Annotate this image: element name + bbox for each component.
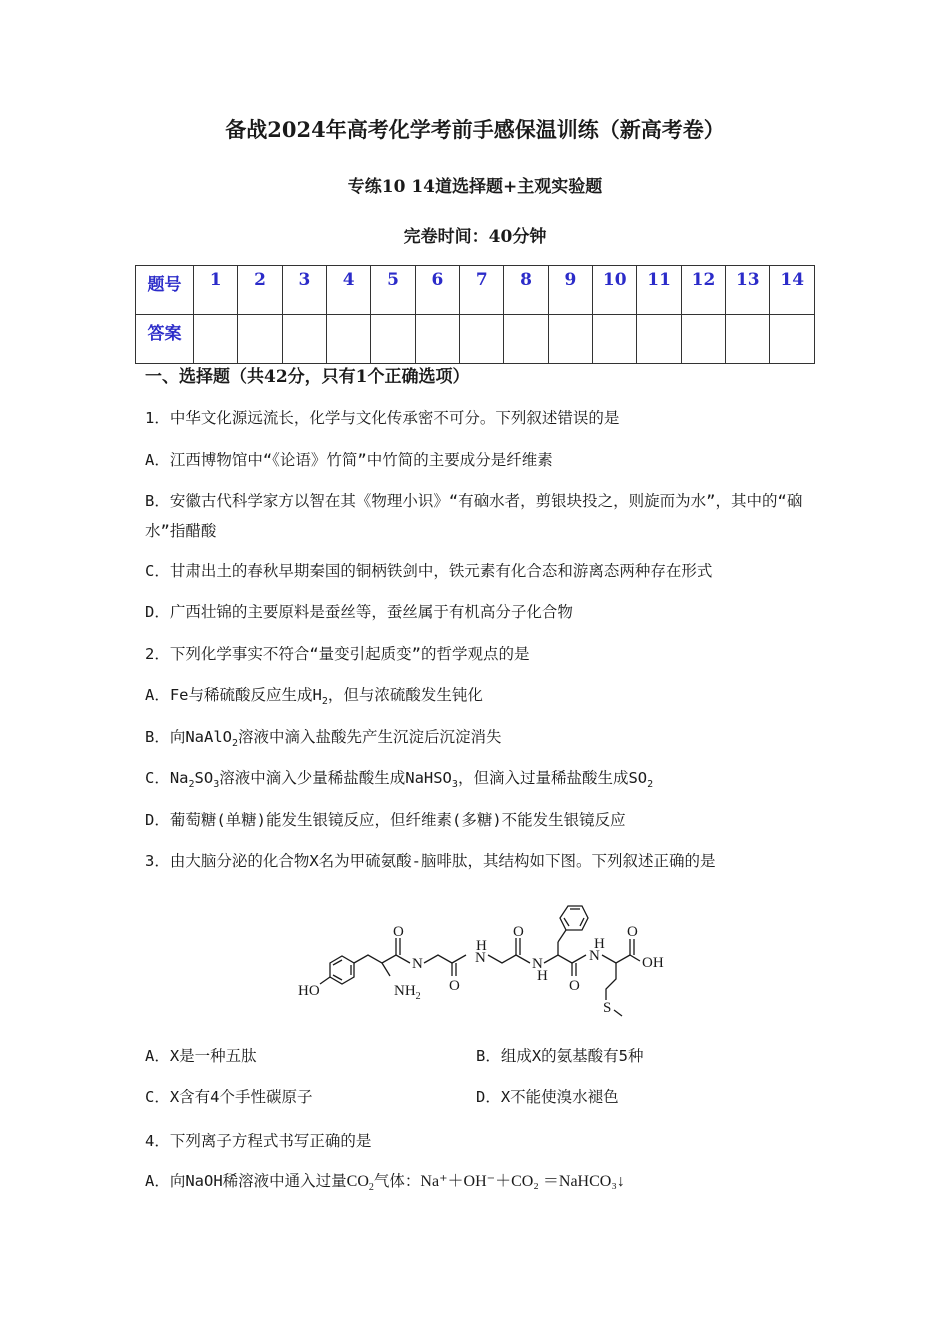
document-title: 备战2024年高考化学考前手感保温训练（新高考卷） (225, 117, 725, 142)
q4-option-a: A．向NaOH稀溶液中通入过量$CO_2$气体：Na⁺＋OH⁻＋CO₂ ＝NaHCO₃↓ (145, 1172, 625, 1194)
answer-cell[interactable] (415, 315, 459, 364)
question-number-cell: 3 (282, 266, 326, 315)
q2-option-a: A．Fe与稀硫酸反应生成$H_2$，但与浓硫酸发生钝化 (145, 686, 483, 708)
hydroxyl-label: OH (642, 955, 664, 971)
question-number-cell: 4 (327, 266, 371, 315)
q3-option-a: A．X是一种五肽 (145, 1047, 257, 1065)
oxygen-label: O (569, 978, 580, 994)
question-number-cell: 1 (194, 266, 238, 315)
q3-stem: 3．由大脑分泌的化合物X名为甲硫氨酸-脑啡肽，其结构如下图。下列叙述正确的是 (145, 852, 716, 870)
nitrogen-label: N (532, 956, 543, 972)
q4-stem: 4．下列离子方程式书写正确的是 (145, 1132, 372, 1150)
question-number-cell: 6 (415, 266, 459, 315)
q1-option-c: C．甘肃出土的春秋早期秦国的铜柄铁剑中，铁元素有化合态和游离态两种存在形式 (145, 562, 713, 580)
question-number-label: 题号 (136, 266, 194, 315)
answer-cell[interactable] (726, 315, 770, 364)
question-number-cell: 2 (238, 266, 282, 315)
document-subtitle: 专练10 14道选择题+主观实验题 (347, 177, 603, 197)
answer-cell[interactable] (194, 315, 238, 364)
answer-cell[interactable] (460, 315, 504, 364)
q2-option-d: D．葡萄糖(单糖)能发生银镜反应，但纤维素(多糖)不能发生银镜反应 (145, 811, 626, 829)
q1-option-d: D．广西壮锦的主要原料是蚕丝等，蚕丝属于有机高分子化合物 (145, 603, 573, 621)
q3-option-c: C．X含有4个手性碳原子 (145, 1088, 313, 1106)
answer-cell[interactable] (548, 315, 592, 364)
answer-cell[interactable] (504, 315, 548, 364)
answer-cell[interactable] (593, 315, 637, 364)
peptide-structure-diagram (290, 892, 670, 1022)
q2-stem: 2．下列化学事实不符合“量变引起质变”的哲学观点的是 (145, 645, 530, 663)
nitrogen-label: N (412, 956, 423, 972)
answer-cell[interactable] (327, 315, 371, 364)
question-number-cell: 10 (593, 266, 637, 315)
answer-cell[interactable] (282, 315, 326, 364)
question-number-cell: 11 (637, 266, 681, 315)
answer-table (135, 265, 815, 364)
sulfur-label: S (603, 1000, 612, 1016)
oxygen-label: O (449, 978, 460, 994)
question-number-cell: 13 (726, 266, 770, 315)
hydrogen-label: H (476, 938, 487, 954)
answer-cell[interactable] (770, 315, 815, 364)
answer-row (136, 315, 815, 364)
question-number-cell: 14 (770, 266, 815, 315)
oxygen-label: O (513, 924, 524, 940)
q3-option-d: D．X不能使溴水褪色 (476, 1088, 619, 1106)
q1-option-a: A．江西博物馆中“《论语》竹简”中竹简的主要成分是纤维素 (145, 451, 553, 469)
answer-label: 答案 (136, 315, 194, 364)
nitrogen-label: N (475, 950, 486, 966)
section-heading: 一、选择题（共42分，只有1个正确选项） (145, 367, 470, 387)
oxygen-label: O (627, 924, 638, 940)
q2-option-c: C．$Na_2SO_3$溶液中滴入少量稀盐酸生成NaHSO$_3$，但滴入过量稀盐酸生成$SO_2$ (145, 769, 654, 791)
q2-option-b: B．向NaAlO$_2$溶液中滴入盐酸先产生沉淀后沉淀消失 (145, 728, 502, 750)
question-number-cell: 9 (548, 266, 592, 315)
nh2-label: $NH_2$ (394, 983, 421, 1002)
answer-cell[interactable] (238, 315, 282, 364)
nitrogen-label: N (589, 948, 600, 964)
ho-label: HO (298, 983, 320, 999)
q1-option-b: B．安徽古代科学家方以智在其《物理小识》“有硇水者，剪银块投之，则旋而为水”，其中的“硇水”指醋酸 (145, 492, 803, 540)
answer-cell[interactable] (681, 315, 725, 364)
answer-cell[interactable] (371, 315, 415, 364)
q3-option-b: B．组成X的氨基酸有5种 (476, 1047, 644, 1065)
question-number-cell: 12 (681, 266, 725, 315)
answer-cell[interactable] (637, 315, 681, 364)
question-number-cell: 8 (504, 266, 548, 315)
question-number-row (136, 266, 815, 315)
question-number-cell: 7 (460, 266, 504, 315)
question-number-cell: 5 (371, 266, 415, 315)
q1-stem: 1．中华文化源远流长，化学与文化传承密不可分。下列叙述错误的是 (145, 409, 620, 427)
exam-time: 完卷时间：40分钟 (403, 227, 547, 247)
hydrogen-label: H (594, 936, 605, 952)
oxygen-label: O (393, 924, 404, 940)
q4-option-a-equation: Na⁺＋OH⁻＋CO₂ ＝NaHCO₃↓ (420, 1173, 625, 1190)
hydrogen-label: H (537, 968, 548, 984)
